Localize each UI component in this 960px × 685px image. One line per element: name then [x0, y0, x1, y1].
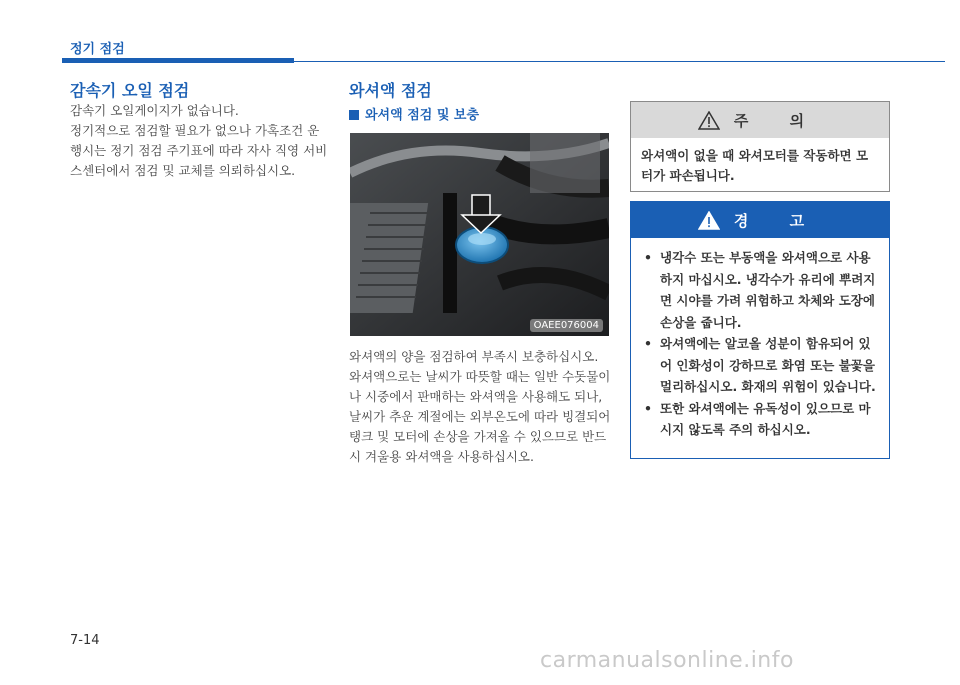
- bullet-icon: •: [644, 336, 652, 351]
- washer-fluid-body: 와셔액의 양을 점검하여 부족시 보충하십시오. 와셔액으로는 날씨가 따뜻할 때는 일반 수돗물이나 시중에서 판매하는 와셔액을 사용해도 되나, 날씨가 추운 계절에는 외부온도에 따라 빙결되어 탱크 및 모터에 손상을 가져올 수 있으므로 반드시 겨울용 와셔액을 사용하십시오.: [349, 349, 611, 464]
- warning-triangle-icon: [698, 211, 720, 230]
- washer-fluid-subheading: [349, 104, 479, 123]
- page-number: 7-14: [70, 633, 100, 648]
- warning-item: [641, 247, 879, 333]
- square-bullet-icon: [349, 110, 359, 120]
- caution-header: [631, 102, 889, 138]
- caution-box: [630, 101, 890, 192]
- warning-box: [630, 201, 890, 459]
- warning-header: [631, 202, 889, 238]
- header-divider: [294, 61, 945, 62]
- warning-item-text: 또한 와셔액에는 유독성이 있으므로 마시지 않도록 주의 하십시오.: [660, 400, 871, 437]
- section-title: 정기 점검: [70, 42, 125, 57]
- warning-item-text: 와셔액에는 알코올 성분이 함유되어 있어 인화성이 강하므로 화염 또는 불꽃을 멀리하십시오. 화재의 위험이 있습니다.: [660, 336, 876, 394]
- caution-body: 와셔액이 없을 때 와셔모터를 작동하면 모터가 파손됩니다.: [641, 148, 869, 183]
- reducer-oil-paragraph-1: 감속기 오일게이지가 없습니다.: [70, 103, 239, 118]
- bullet-icon: •: [644, 250, 652, 265]
- engine-bay-photo: [350, 133, 609, 336]
- site-watermark: carmanualsonline.info: [540, 648, 794, 673]
- washer-fluid-subheading-text: 와셔액 점검 및 보충: [365, 108, 480, 123]
- warning-item: [641, 333, 879, 398]
- washer-fluid-heading: 와셔액 점검: [349, 81, 432, 100]
- engine-bay-illustration: [350, 133, 609, 336]
- caution-title: 주 의: [733, 111, 823, 130]
- reducer-oil-paragraph-2: 정기적으로 점검할 필요가 없으나 가혹조건 운행시는 정기 점검 주기표에 따라 자사 직영 서비스센터에서 점검 및 교체를 의뢰하십시오.: [70, 123, 328, 178]
- warning-item-text: 냉각수 또는 부동액을 와셔액으로 사용하지 마십시오. 냉각수가 유리에 뿌려지면 시야를 가려 위험하고 차체와 도장에 손상을 줍니다.: [660, 250, 876, 330]
- image-code-label: OAEE076004: [530, 319, 603, 332]
- reducer-oil-heading: 감속기 오일 점검: [70, 81, 190, 100]
- warning-list: [631, 238, 889, 441]
- bullet-icon: •: [644, 400, 652, 416]
- warning-title: 경 고: [733, 211, 823, 230]
- reducer-oil-body: [70, 101, 328, 181]
- warning-item: [641, 398, 879, 441]
- warning-triangle-icon: [698, 111, 720, 130]
- header-bar: [62, 58, 294, 63]
